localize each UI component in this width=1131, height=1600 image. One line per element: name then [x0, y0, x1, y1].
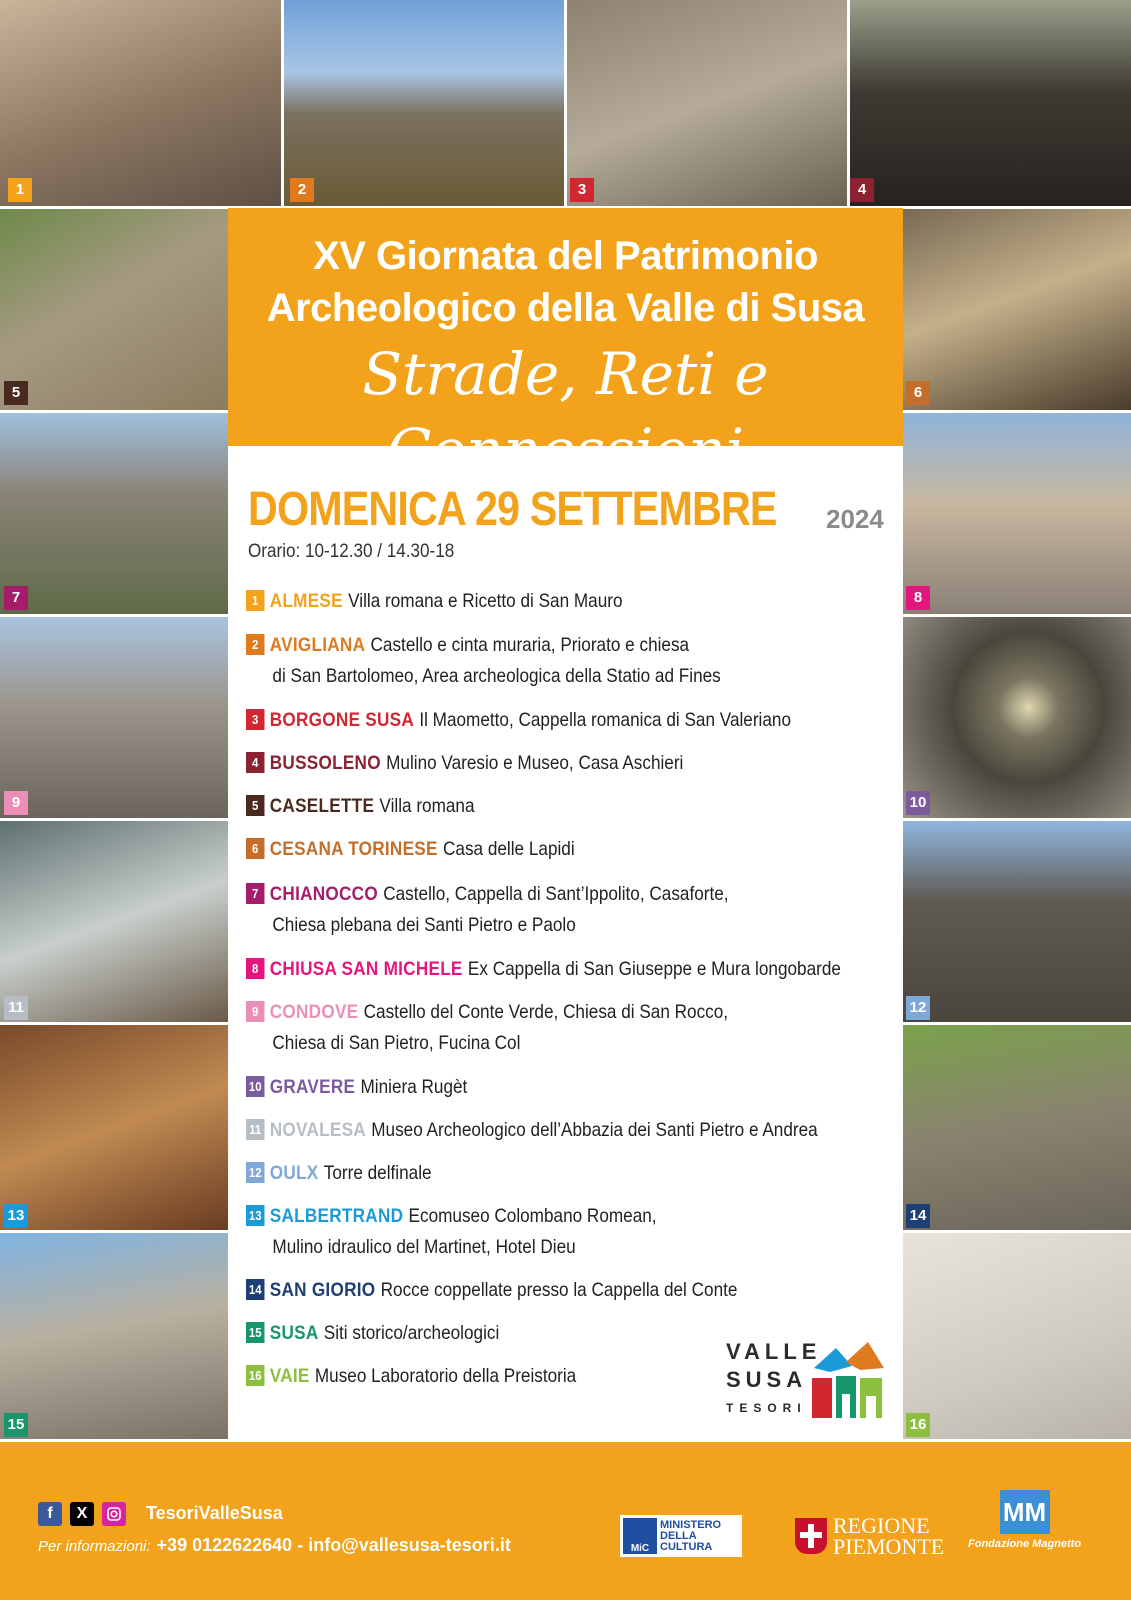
event-town: NOVALESA — [269, 1119, 366, 1141]
event-sites: Castello e cinta muraria, Priorato e chiesa — [370, 634, 690, 656]
event-number-badge: 8 — [246, 958, 264, 979]
event-town: CASELETTE — [269, 795, 375, 817]
contact-separator: - — [292, 1535, 309, 1555]
event-sites: Ecomuseo Colombano Romean, — [408, 1205, 657, 1227]
event-number-badge: 16 — [246, 1365, 264, 1386]
event-sites: Ex Cappella di San Giuseppe e Mura longobarde — [467, 958, 841, 980]
fondazione-name: Fondazione Magnetto — [968, 1538, 1082, 1550]
event-item — [246, 1158, 432, 1189]
photo-number-badge: 2 — [290, 178, 314, 202]
photo-tile-4 — [850, 0, 1131, 206]
event-town: SALBERTRAND — [269, 1205, 404, 1227]
event-sites: Rocce coppellate presso la Cappella del Conte — [380, 1279, 738, 1301]
photo-number-badge: 11 — [4, 996, 28, 1020]
ministero-cultura-logo — [620, 1515, 742, 1557]
piemonte-shield-icon — [795, 1518, 827, 1554]
photo-image — [0, 1233, 228, 1439]
logo-word-susa: SUSA — [726, 1367, 808, 1392]
photo-number-badge: 13 — [4, 1204, 28, 1228]
photo-tile-1 — [0, 0, 281, 206]
event-sites: Villa romana e Ricetto di San Mauro — [348, 590, 623, 612]
event-sites: Casa delle Lapidi — [443, 838, 575, 860]
event-item — [246, 1318, 499, 1349]
info-label: Per informazioni: — [38, 1538, 151, 1555]
photo-image — [0, 821, 228, 1022]
social-handle[interactable]: TesoriValleSusa — [146, 1503, 283, 1523]
contact-info — [38, 1535, 511, 1556]
title-line-1: XV Giornata del Patrimonio — [313, 234, 818, 278]
event-town: CONDOVE — [269, 1001, 359, 1023]
photo-tile-8 — [903, 413, 1131, 614]
event-number-badge: 5 — [246, 795, 264, 816]
event-item — [246, 834, 575, 865]
event-number-badge: 1 — [246, 590, 264, 611]
event-item — [246, 1072, 467, 1103]
photo-image — [903, 413, 1131, 614]
photo-image — [0, 209, 228, 410]
opening-hours: Orario: 10-12.30 / 14.30-18 — [248, 541, 455, 562]
social-icons — [38, 1502, 126, 1526]
photo-number-badge: 5 — [4, 381, 28, 405]
mic-line-3: CULTURA — [660, 1540, 713, 1553]
event-town: CESANA TORINESE — [269, 838, 438, 860]
photo-number-badge: 15 — [4, 1413, 28, 1437]
event-sites: Castello del Conte Verde, Chiesa di San Rocco, — [363, 1001, 729, 1023]
event-sites: Villa romana — [379, 795, 475, 817]
photo-image — [0, 0, 281, 206]
event-town: ALMESE — [269, 590, 343, 612]
event-number-badge: 15 — [246, 1322, 264, 1343]
photo-number-badge: 8 — [906, 586, 930, 610]
photo-tile-13 — [0, 1025, 228, 1230]
event-town: GRAVERE — [269, 1076, 356, 1098]
event-sites: Il Maometto, Cappella romanica di San Valeriano — [419, 709, 792, 731]
event-sites-continued: di San Bartolomeo, Area archeologica della Statio ad Fines — [272, 665, 721, 687]
event-number-badge: 12 — [246, 1162, 264, 1183]
title-line-2: Archeologico della Valle di Susa — [266, 286, 865, 330]
event-town: OULX — [269, 1162, 319, 1184]
email-address[interactable]: info@vallesusa-tesori.it — [308, 1535, 511, 1555]
event-sites-continued: Chiesa di San Pietro, Fucina Col — [272, 1032, 521, 1054]
photo-number-badge: 3 — [570, 178, 594, 202]
event-sites: Museo Laboratorio della Preistoria — [314, 1365, 577, 1387]
fondazione-magnetto-logo — [968, 1490, 1081, 1550]
event-town: BUSSOLENO — [269, 752, 381, 774]
photo-image — [903, 1025, 1131, 1230]
event-item — [246, 630, 721, 692]
photo-image — [850, 0, 1131, 206]
event-sites-continued: Chiesa plebana dei Santi Pietro e Paolo — [272, 914, 576, 936]
x-icon[interactable]: X — [70, 1502, 94, 1526]
photo-tile-5 — [0, 209, 228, 410]
instagram-icon[interactable] — [102, 1502, 126, 1526]
event-sites: Museo Archeologico dell’Abbazia dei Santi Pietro e Andrea — [371, 1119, 818, 1141]
event-number-badge: 7 — [246, 883, 264, 904]
photo-number-badge: 6 — [906, 381, 930, 405]
event-number-badge: 13 — [246, 1205, 264, 1226]
event-item — [246, 705, 791, 736]
event-item — [246, 997, 728, 1059]
event-sites: Siti storico/archeologici — [323, 1322, 500, 1344]
phone-number[interactable]: +39 0122622640 — [156, 1535, 293, 1555]
mic-mark-icon: MiC — [623, 1518, 657, 1554]
photo-tile-12 — [903, 821, 1131, 1022]
magnetto-mark-icon: MM — [1000, 1490, 1050, 1534]
photo-image — [567, 0, 847, 206]
photo-tile-10 — [903, 617, 1131, 818]
event-town: AVIGLIANA — [269, 634, 366, 656]
event-town: CHIANOCCO — [269, 883, 378, 905]
facebook-icon[interactable]: f — [38, 1502, 62, 1526]
event-sites: Miniera Rugèt — [360, 1076, 468, 1098]
event-sites: Torre delfinale — [323, 1162, 432, 1184]
date-row — [248, 482, 863, 537]
valle-susa-tesori-logo — [726, 1338, 886, 1420]
photo-tile-14 — [903, 1025, 1131, 1230]
subtitle: Strade, Reti e Connessioni — [362, 340, 769, 484]
photo-tile-11 — [0, 821, 228, 1022]
photo-tile-9 — [0, 617, 228, 818]
title-banner — [228, 208, 903, 484]
photo-number-badge: 4 — [850, 178, 874, 202]
mic-line-1: MINISTERO — [660, 1518, 722, 1531]
mic-line-2: DELLA — [660, 1529, 697, 1542]
photo-image — [903, 821, 1131, 1022]
event-item — [246, 791, 474, 822]
photo-number-badge: 1 — [8, 178, 32, 202]
event-number-badge: 14 — [246, 1279, 264, 1300]
event-item — [246, 1361, 576, 1392]
event-town: SAN GIORIO — [269, 1279, 376, 1301]
event-number-badge: 6 — [246, 838, 264, 859]
photo-image — [284, 0, 564, 206]
event-number-badge: 11 — [246, 1119, 264, 1140]
event-town: CHIUSA SAN MICHELE — [269, 958, 463, 980]
event-item — [246, 1201, 657, 1263]
photo-image — [0, 1025, 228, 1230]
event-date: DOMENICA 29 SETTEMBRE — [248, 483, 777, 536]
event-sites-continued: Mulino idraulico del Martinet, Hotel Dieu — [272, 1236, 576, 1258]
photo-tile-2 — [284, 0, 564, 206]
event-item — [246, 879, 729, 941]
regione-piemonte-logo — [795, 1515, 944, 1557]
photo-tile-16 — [903, 1233, 1131, 1439]
event-item — [246, 1275, 737, 1306]
event-sites: Castello, Cappella di Sant’Ippolito, Casaforte, — [383, 883, 729, 905]
valle-susa-logo-art-icon — [806, 1338, 886, 1420]
event-number-badge: 9 — [246, 1001, 264, 1022]
event-town: BORGONE SUSA — [269, 709, 415, 731]
event-number-badge: 2 — [246, 634, 264, 655]
photo-image — [0, 413, 228, 614]
event-town: VAIE — [269, 1365, 310, 1387]
region-line-1: REGIONE — [833, 1513, 930, 1538]
event-item — [246, 954, 841, 985]
photo-number-badge: 9 — [4, 791, 28, 815]
photo-image — [903, 1233, 1131, 1439]
photo-image — [903, 617, 1131, 818]
photo-number-badge: 16 — [906, 1413, 930, 1437]
event-town: SUSA — [269, 1322, 319, 1344]
logo-word-valle: VALLE — [726, 1339, 822, 1364]
photo-tile-3 — [567, 0, 847, 206]
event-item — [246, 586, 623, 617]
event-item — [246, 748, 683, 779]
logo-word-tesori: TESORI — [726, 1401, 807, 1415]
event-number-badge: 10 — [246, 1076, 264, 1097]
event-sites: Mulino Varesio e Museo, Casa Aschieri — [386, 752, 684, 774]
photo-number-badge: 12 — [906, 996, 930, 1020]
photo-number-badge: 7 — [4, 586, 28, 610]
region-line-2: PIEMONTE — [833, 1534, 945, 1559]
photo-number-badge: 14 — [906, 1204, 930, 1228]
photo-tile-7 — [0, 413, 228, 614]
photo-tile-6 — [903, 209, 1131, 410]
photo-number-badge: 10 — [906, 791, 930, 815]
event-item — [246, 1115, 818, 1146]
event-number-badge: 4 — [246, 752, 264, 773]
photo-tile-15 — [0, 1233, 228, 1439]
photo-image — [903, 209, 1131, 410]
photo-image — [0, 617, 228, 818]
event-number-badge: 3 — [246, 709, 264, 730]
event-year: 2024 — [826, 504, 884, 534]
